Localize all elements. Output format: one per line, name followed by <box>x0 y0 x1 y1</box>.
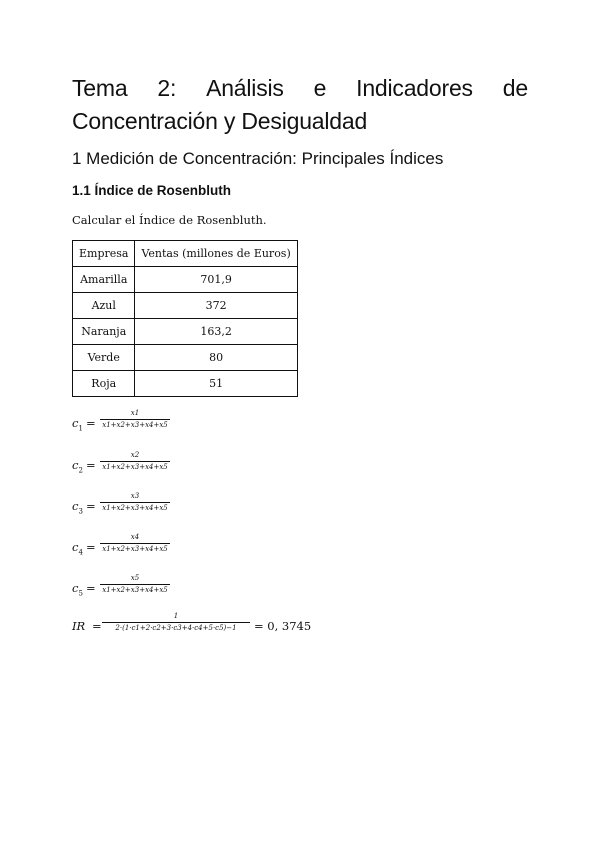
fraction <box>100 492 170 513</box>
section-heading: 1 Medición de Concentración: Principales Índices <box>72 149 444 168</box>
title-word: Tema <box>72 75 128 101</box>
formula-subscript: 5 <box>78 589 83 598</box>
table-row <box>73 319 298 345</box>
exercise-statement: Calcular el Índice de Rosenbluth. <box>72 213 267 227</box>
fraction <box>100 451 170 472</box>
fraction-bar <box>100 584 170 585</box>
fraction-numerator: x3 <box>130 492 140 500</box>
chapter-title <box>72 72 528 138</box>
fraction-bar <box>100 461 170 462</box>
chapter-title-line-1 <box>72 72 528 105</box>
title-word: e <box>313 75 327 101</box>
formula-variable: c <box>72 416 79 430</box>
fraction-numerator: x2 <box>130 451 140 459</box>
fraction-denominator: x1+x2+x3+x4+x5 <box>102 421 168 429</box>
table-row <box>73 345 298 371</box>
title-word: de <box>502 75 528 101</box>
fraction-denominator: x1+x2+x3+x4+x5 <box>102 463 168 471</box>
equals-sign: = <box>86 581 96 595</box>
fraction-numerator: x4 <box>130 533 140 541</box>
cell-empresa: Azul <box>73 293 135 319</box>
fraction <box>100 533 170 554</box>
formula-variable: c <box>72 499 79 513</box>
equals-sign: = <box>86 540 96 554</box>
cell-ventas: 80 <box>135 345 297 371</box>
table-header-row <box>73 241 298 267</box>
cell-ventas: 372 <box>135 293 297 319</box>
formula-subscript: 4 <box>78 548 83 557</box>
formula-subscript: 2 <box>78 466 83 475</box>
fraction-denominator: x1+x2+x3+x4+x5 <box>102 504 168 512</box>
title-word: Análisis <box>206 75 284 101</box>
table-row <box>73 267 298 293</box>
fraction-bar <box>100 543 170 544</box>
table-row <box>73 371 298 397</box>
fraction-numerator: x1 <box>130 409 140 417</box>
fraction <box>102 612 250 633</box>
fraction <box>100 574 170 595</box>
fraction-denominator: 2·(1·c1+2·c2+3·c3+4·c4+5·c5)−1 <box>115 624 237 632</box>
subsection-heading: 1.1 Índice de Rosenbluth <box>72 183 232 198</box>
cell-empresa: Verde <box>73 345 135 371</box>
formula-subscript: 1 <box>78 424 83 433</box>
fraction-numerator: x5 <box>130 574 140 582</box>
formula-result: = 0, 3745 <box>254 619 312 633</box>
cell-empresa: Amarilla <box>73 267 135 293</box>
fraction-bar <box>100 502 170 503</box>
equals-sign: = <box>92 619 102 633</box>
cell-empresa: Roja <box>73 371 135 397</box>
formula-variable: c <box>72 581 79 595</box>
column-header-ventas: Ventas (millones de Euros) <box>135 241 297 267</box>
equals-sign: = <box>86 416 96 430</box>
chapter-title-line-2: Concentración y Desigualdad <box>72 108 368 134</box>
sales-table <box>72 240 298 397</box>
fraction-denominator: x1+x2+x3+x4+x5 <box>102 545 168 553</box>
formula-variable: c <box>72 540 79 554</box>
cell-ventas: 51 <box>135 371 297 397</box>
fraction-numerator: 1 <box>173 612 179 620</box>
equals-sign: = <box>86 458 96 472</box>
formula-subscript: 3 <box>78 507 83 516</box>
title-word: 2: <box>157 75 177 101</box>
title-word: Indicadores <box>356 75 473 101</box>
fraction-bar <box>102 622 250 623</box>
equals-sign: = <box>86 499 96 513</box>
fraction-bar <box>100 419 170 420</box>
cell-empresa: Naranja <box>73 319 135 345</box>
column-header-empresa: Empresa <box>73 241 135 267</box>
formula-variable: c <box>72 458 79 472</box>
fraction <box>100 409 170 430</box>
table-row <box>73 293 298 319</box>
cell-ventas: 701,9 <box>135 267 297 293</box>
cell-ventas: 163,2 <box>135 319 297 345</box>
formula-variable: IR <box>72 619 86 633</box>
fraction-denominator: x1+x2+x3+x4+x5 <box>102 586 168 594</box>
